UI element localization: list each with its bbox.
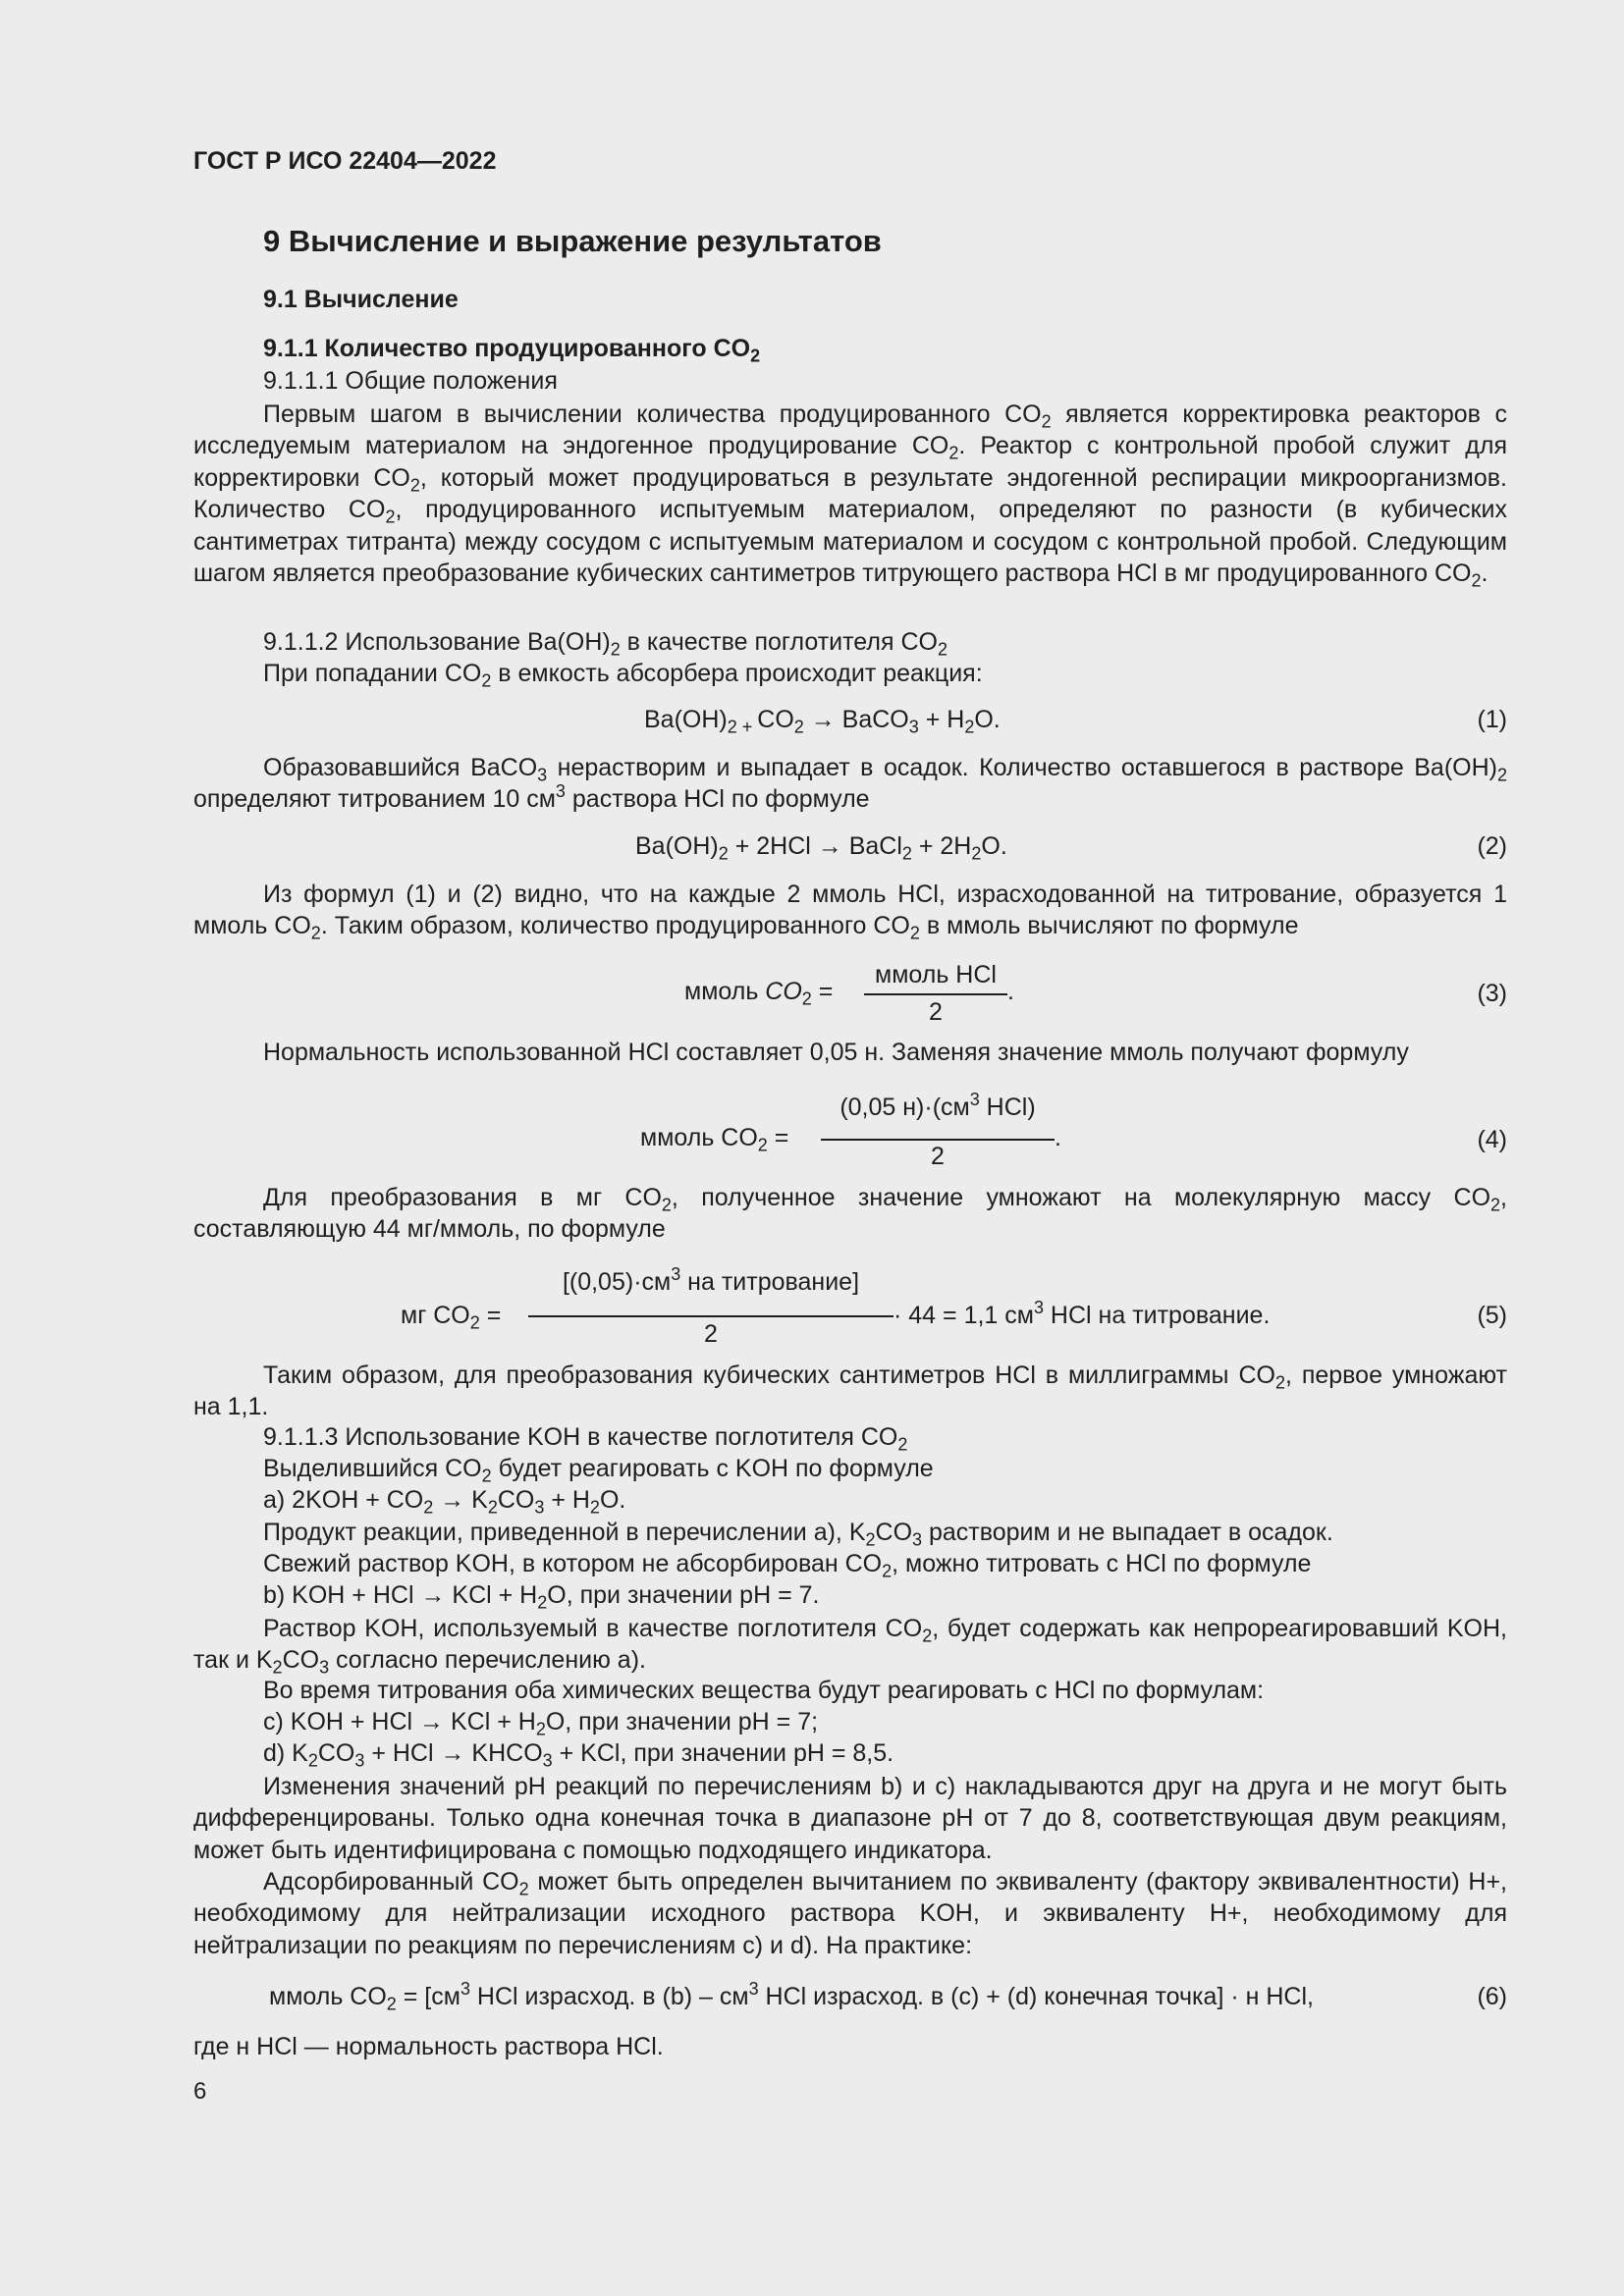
document-header: ГОСТ Р ИСО 22404—2022 (193, 147, 497, 175)
eq3-numerator: ммоль HCl (875, 961, 997, 988)
koh-line-3: Свежий раствор KOH, в котором не абсорбирован $CO_2$, можно титровать с HCl по формуле (263, 1550, 1312, 1581)
koh-line-2: Продукт реакции, приведенной в перечислении a), $K_2CO_3$ растворим и не выпадает в осадок. (263, 1519, 1333, 1550)
eq4-denominator: 2 (931, 1143, 945, 1170)
eq4-fraction-line (821, 1139, 1055, 1141)
koh-list-b: b) KOH + HCl → KCl + $H_2O$, при значении pH = 7. (263, 1581, 820, 1613)
paragraph-ph-changes: Изменения значений pH реакций по перечислениям b) и c) накладываются друг на друга и не могут быть дифференцированы. Только одна конечная точка в диапазоне pH от 7 до 8, соответствующая двум реакциям, может быть идентифицирована с помощью подходящего индикатора. (193, 1773, 1507, 1864)
eq3-fraction-line (864, 993, 1007, 995)
equation-3-number: (3) (1477, 980, 1507, 1007)
clause-title: 9.1.1 Количество продуцированного $CO_2$ (263, 335, 761, 366)
koh-list-a: a) $2KOH + CO_2 \to K_2CO_3 + H_2O$. (263, 1486, 626, 1518)
equation-4-number: (4) (1477, 1126, 1507, 1153)
paragraph-conclusion: Таким образом, для преобразования кубических сантиметров HCl в миллиграммы $CO_2$, первое умножают на 1,1. (193, 1362, 1507, 1421)
paragraph-koh-solution: Раствор KOH, используемый в качестве поглотителя $CO_2$, будет содержать как непрореагировавший KOH, так и $K_2CO_3$ согласно перечислению a). (193, 1615, 1508, 1678)
clause-9111: 9.1.1.1 Общие положения (263, 367, 558, 395)
paragraph-normality: Нормальность использованной HCl составляет 0,05 н. Заменяя значение ммоль получают формулу (263, 1039, 1409, 1066)
koh-line-4: Во время титрования оба химических вещества будут реагировать с HCl по формулам: (263, 1677, 1265, 1704)
equation-1-number: (1) (1477, 706, 1507, 733)
equation-1: $Ba(OH)_{2 +}$ $CO_2$ → BaCO$_3$ + $H_2O$. (644, 706, 1001, 737)
page-number: 6 (193, 2078, 207, 2105)
koh-list-c: c) KOH + HCl → KCl + $H_2O$, при значении pH = 7; (263, 1708, 819, 1739)
paragraph-where: где н HCl — нормальность раствора HCl. (193, 2033, 664, 2060)
koh-line-1: Выделившийся $CO_2$ будет реагировать с KOH по формуле (263, 1455, 934, 1486)
paragraph-adsorbed: Адсорбированный $CO_2$ может быть определен вычитанием по эквиваленту (фактору эквивалентности) H+, необходимому для нейтрализации исходного раствора KOH, и эквиваленту H+, необходимому для нейтрализации по реакциям по перечислениям c) и d). На практике: (193, 1868, 1507, 1959)
paragraph-baco3: Образовавшийся BaCO$_3$ нерастворим и выпадает в осадок. Количество оставшегося в растворе $Ba(OH)_2$ определяют титрованием 10 $см^3$ раствора HCl по формуле (193, 754, 1507, 814)
eq4-numerator: (0,05 $н)\cdot(см^3$ HCl) (839, 1090, 1036, 1121)
eq5-denominator: 2 (704, 1320, 718, 1348)
paragraph-reaction-intro: При попадании $CO_2$ в емкость абсорбера происходит реакция: (263, 660, 983, 691)
equation-6-number: (6) (1477, 1983, 1507, 2010)
eq3-denominator: 2 (929, 998, 943, 1026)
paragraph-intro: Первым шагом в вычислении количества продуцированного $CO_2$ является корректировка реакторов с исследуемым материалом на эндогенное продуцирование $CO_2$. Реактор с контрольной пробой служит для корректировки $CO_2$, который может продуцироваться в результате эндогенной респирации микроорганизмов. Количество $CO_2$, продуцированного испытуемым материалом, определяют по разности (в кубических сантиметрах титранта) между сосудом с испытуемым материалом и сосудом с контрольной пробой. Следующим шагом является преобразование кубических сантиметров титрующего раствора HCl в мг продуцированного $CO_2$. (193, 400, 1507, 591)
eq5-numerator: [$(0,05)\cdot см^3$ на титрование] (562, 1264, 860, 1296)
koh-list-d: d) $K_2CO_3$ + HCl → $KHCO_3$ + KCl, при значении pH = 8,5. (263, 1739, 894, 1771)
equation-5-number: (5) (1477, 1302, 1507, 1329)
clause-9113: 9.1.1.3 Использование KOH в качестве поглотителя $CO_2$ (263, 1423, 908, 1455)
paragraph-mg-conversion: Для преобразования в мг $CO_2$, полученное значение умножают на молекулярную массу $CO_2$, составляющую 44 мг/ммоль, по формуле (193, 1184, 1507, 1244)
section-title: 9 Вычисление и выражение результатов (263, 224, 882, 258)
equation-6: ммоль $CO_2 = [см^3$ HCl израсход. в $(b) - см^3$ HCl израсход. в (c) + (d) конечная точка] · н HCl, (269, 1979, 1314, 2014)
clause-9112: 9.1.1.2 Использование $Ba(OH)_2$ в качестве поглотителя $CO_2$ (263, 628, 947, 660)
equation-2: $Ba(OH)_2 + 2HCl$ → BaCl$_2$ + $2H_2O$. (635, 832, 1007, 864)
subsection-title: 9.1 Вычисление (263, 286, 459, 313)
eq5-fraction-line (528, 1315, 893, 1317)
paragraph-formulas: Из формул (1) и (2) видно, что на каждые 2 ммоль HCl, израсходованной на титрование, образуется 1 ммоль $CO_2$. Таким образом, количество продуцированного $CO_2$ в ммоль вычисляют по формуле (193, 881, 1507, 943)
equation-2-number: (2) (1477, 832, 1507, 860)
